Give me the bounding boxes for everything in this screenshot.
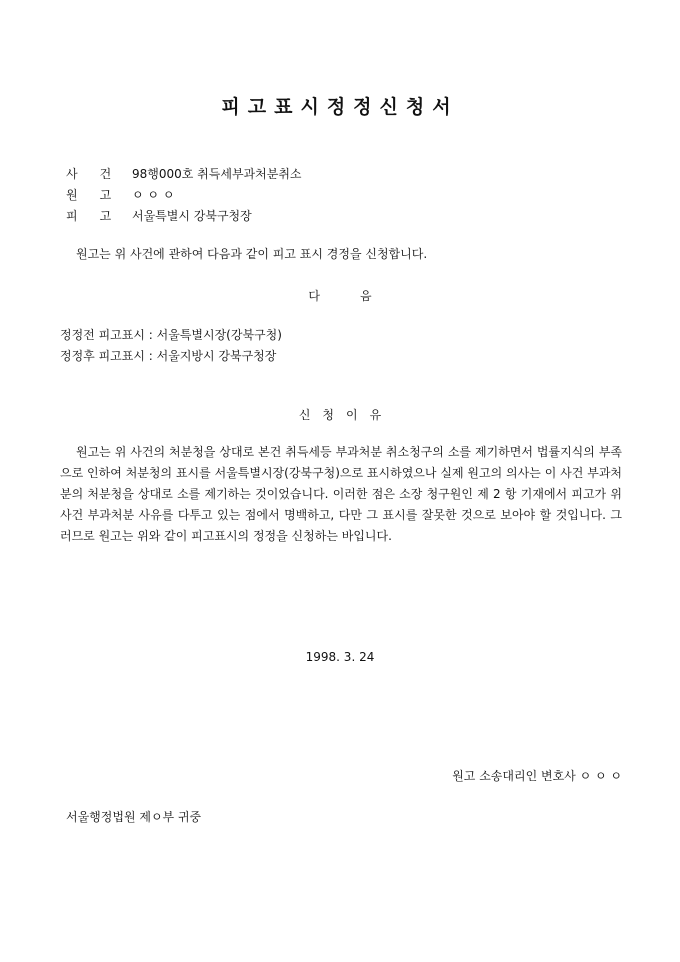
intro-sentence: 원고는 위 사건에 관하여 다음과 같이 피고 표시 경정을 신청합니다. (76, 247, 428, 261)
reason-heading: 신청이유 (298, 408, 394, 422)
case-row (66, 165, 302, 183)
plaintiff-row (66, 186, 174, 204)
case-label: 사건 (66, 167, 134, 181)
signature-line: 원고 소송대리인 변호사 ㅇ ㅇ ㅇ (452, 769, 622, 783)
after-change-line: 정정후 피고표시 : 서울지방시 강북구청장 (60, 349, 277, 363)
plaintiff-label: 원고 (66, 188, 134, 202)
document-date: 1998. 3. 24 (305, 650, 375, 664)
reason-body: 원고는 위 사건의 처분청을 상대로 본건 취득세등 부과처분 취소청구의 소를 제기하면서 법률지식의 부족으로 인하여 처분청의 표시를 서울특별시장(강북구청)으로 표시하였으나 실제 원고의 의사는 이 사건 부과처분의 처분청을 상대로 소를 제기하는 것이었습니다. 이러한 점은 소장 청구원인 제 2 항 기재에서 피고가 위 사건 부과처분 사유를 다투고 있는 점에서 명백하고, 다만 그 표시를 잘못한 것으로 보아야 할 것입니다. 그러므로 원고는 위와 같이 피고표시의 정정을 신청하는 바입니다. (60, 445, 622, 543)
defendant-label: 피고 (66, 209, 134, 223)
case-value: 98행000호 취득세부과처분취소 (132, 167, 302, 181)
following-heading: 다음 (308, 289, 412, 303)
before-change-line: 정정전 피고표시 : 서울특별시장(강북구청) (60, 328, 282, 342)
court-addressee: 서울행정법원 제ㅇ부 귀중 (66, 810, 202, 824)
document-title: 피고표시정정신청서 (221, 96, 459, 118)
plaintiff-value: ㅇ ㅇ ㅇ (132, 188, 175, 202)
defendant-row (66, 207, 252, 225)
defendant-value: 서울특별시 강북구청장 (132, 209, 252, 223)
